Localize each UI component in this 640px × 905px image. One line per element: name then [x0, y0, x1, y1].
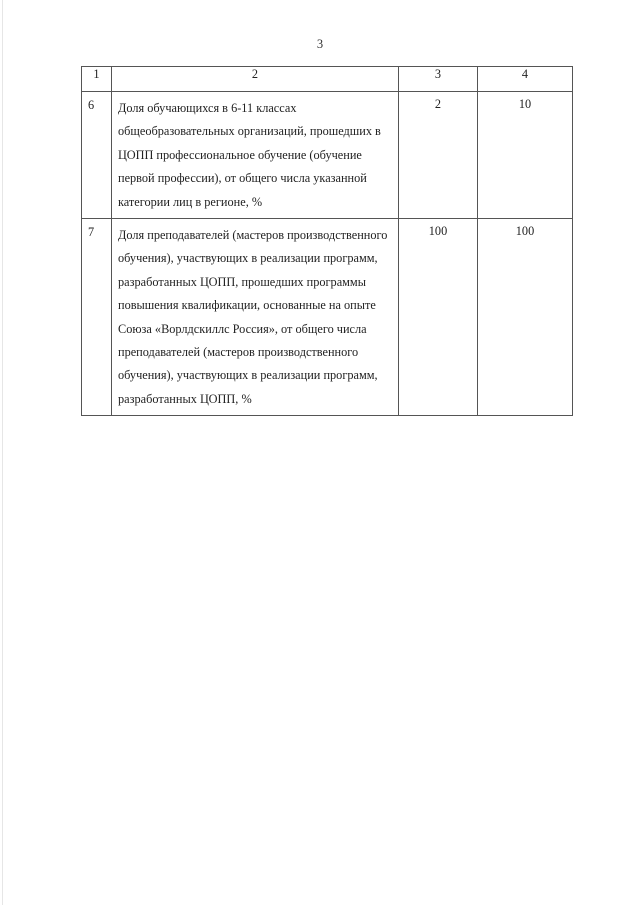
header-cell-4: 4 [478, 67, 573, 92]
indicator-description: Доля обучающихся в 6-11 классах общеобразовательных организаций, прошедших в ЦОПП профессиональное обучение (обучение первой профессии), от общего числа указанной категории лиц в регионе, % [112, 92, 399, 219]
page-number: 3 [316, 37, 324, 51]
indicator-value-col3: 100 [399, 219, 478, 416]
row-number: 6 [82, 92, 112, 219]
table-row [82, 92, 573, 219]
header-cell-2: 2 [112, 67, 399, 92]
indicator-value-col4: 100 [478, 219, 573, 416]
indicator-table [81, 66, 573, 416]
header-cell-3: 3 [399, 67, 478, 92]
indicator-description: Доля преподавателей (мастеров производственного обучения), участвующих в реализации программ, разработанных ЦОПП, прошедших программы повышения квалификации, основанные на опыте Союза «Ворлдскиллс Россия», от общего числа преподавателей (мастеров производственного обучения), участвующих в реализации программ, разработанных ЦОПП, % [112, 219, 399, 416]
scan-edge [2, 0, 3, 905]
table-header-row [82, 67, 573, 92]
indicator-value-col4: 10 [478, 92, 573, 219]
table-row [82, 219, 573, 416]
header-cell-1: 1 [82, 67, 112, 92]
row-number: 7 [82, 219, 112, 416]
indicator-value-col3: 2 [399, 92, 478, 219]
